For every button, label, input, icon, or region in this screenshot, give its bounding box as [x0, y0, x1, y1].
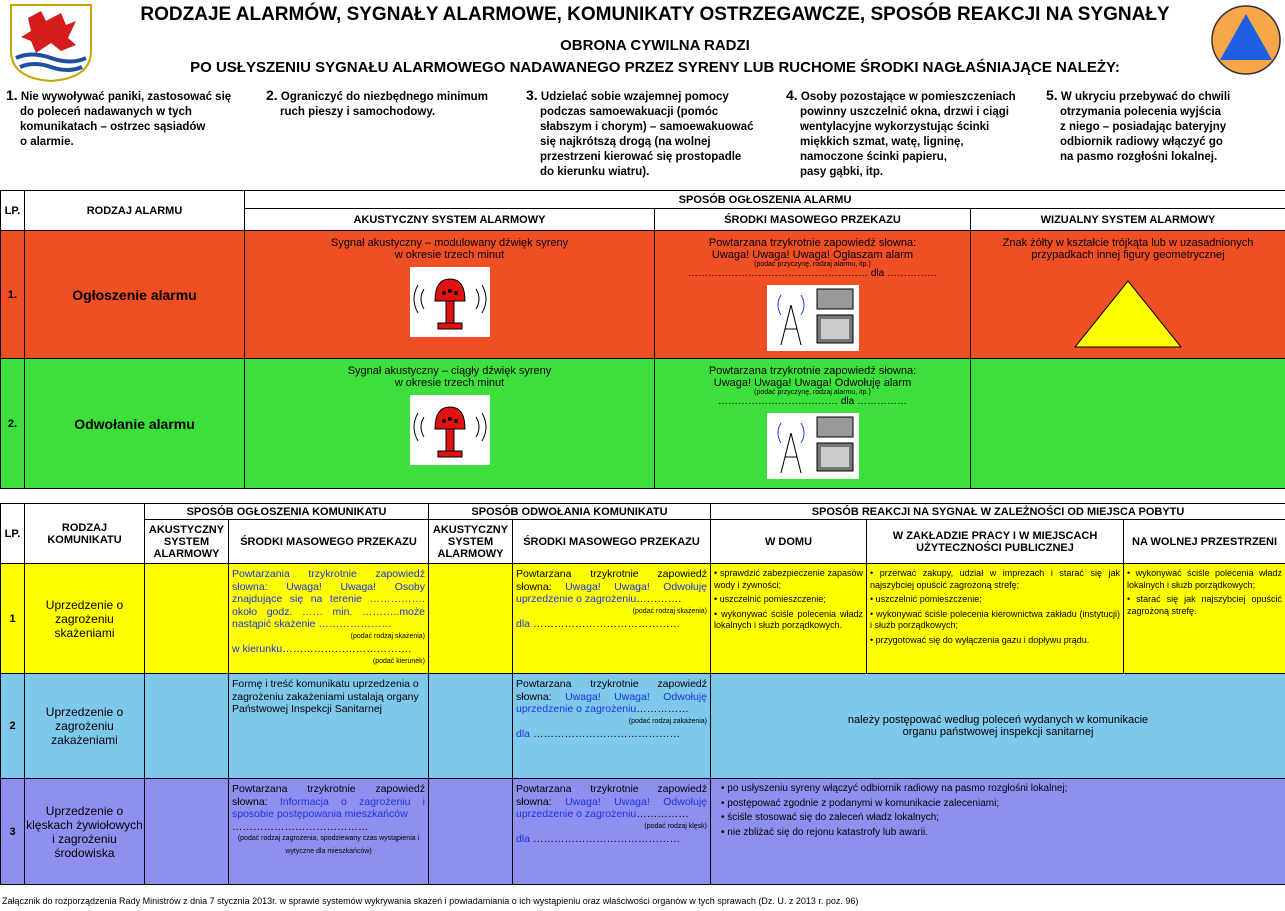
- comm-row-akust-2: [429, 674, 513, 779]
- alarm-row-1: [1, 231, 1285, 359]
- page-title: RODZAJE ALARMÓW, SYGNAŁY ALARMOWE, KOMUNIKATY OSTRZEGAWCZE, SPOSÓB REAKCJI NA SYGNAŁY: [140, 4, 1170, 25]
- footer-note: Załącznik do rozporządzenia Rady Ministrów z dnia 7 stycznia 2013r. w sprawie systemów wykrywania skażeń i powiadamiania o ich wystąpieniu oraz właściwości organów w tych sprawach (Dz. U. z 2013 r. poz. 96): [2, 896, 859, 906]
- comm-row-ogloszenie: Formę i treść komunikatu uprzedzenia o zagrożeniu zakażeniami ustalają organy Państwowej Inspekcji Sanitarnej: [229, 674, 429, 779]
- comm-row-2: [1, 674, 1285, 779]
- comm-row-ogloszenie: Powtarzana trzykrotnie zapowiedź słowna: Informacja o zagrożeniu i sposobie postępowania mieszkańców ………………………………… (podać rodzaj zagrożenia, spodziewany czas wystąpienia i wytyczne dla mieszkańców): [229, 779, 429, 885]
- comm-row-reakcja: • po usłyszeniu syreny włączyć odbiornik radiowy na pasmo rozgłośni lokalnej; • postępować zgodnie z podanymi w komunikacie zaleceniami; • ściśle stosować się do zaleceń władz lokalnych; • nie zbliżać się do rejonu katastrofy lub awarii.: [711, 779, 1285, 885]
- comm-table-header-srodki-1: ŚRODKI MASOWEGO PRZEKAZU: [229, 520, 429, 564]
- alarm-table-header-rodzaj: RODZAJ ALARMU: [25, 191, 245, 231]
- comm-table-header-ogloszenie: SPOSÓB OGŁOSZENIA KOMUNIKATU: [145, 504, 429, 520]
- comm-row-name: Uprzedzenie o zagrożeniu skażeniami: [25, 564, 145, 674]
- comm-table-header-rodzaj: RODZAJ KOMUNIKATU: [25, 504, 145, 564]
- comm-row-odwolanie: Powtarzana trzykrotnie zapowiedź słowna: Uwaga! Uwaga! Odwołuję uprzedzenie o zagrożeniu…………. (podać rodzaj skażenia) dla ……………………………………: [513, 564, 711, 674]
- alarm-row-srodki: Powtarzana trzykrotnie zapowiedź słowna: Uwaga! Uwaga! Uwaga! Ogłaszam alarm (podać przyczynę, rodzaj alarmu, itp.) ……………………………………………… dla ……………: [655, 231, 971, 359]
- comm-row-akust-1: [145, 779, 229, 885]
- radio-tv-tower-icon: [767, 413, 859, 479]
- comm-row-name: Uprzedzenie o klęskach żywiołowych i zagrożeniu środowiska: [25, 779, 145, 885]
- alarm-table-header-srodki: ŚRODKI MASOWEGO PRZEKAZU: [655, 209, 971, 231]
- siren-icon: [410, 395, 490, 465]
- griffin-coat-of-arms-icon: [6, 3, 96, 83]
- comm-row-wolna: • wykonywać ściśle polecenia władz lokalnych i służb porządkowych; • starać się jak najszybciej opuścić zagrożoną strefę.: [1124, 564, 1285, 674]
- alarm-table-header-wizual: WIZUALNY SYSTEM ALARMOWY: [971, 209, 1285, 231]
- comm-row-lp: 1: [1, 564, 25, 674]
- alarm-row-name: Odwołanie alarmu: [25, 359, 245, 489]
- radio-tv-tower-icon: [767, 285, 859, 351]
- comm-row-1: [1, 564, 1285, 674]
- comm-row-odwolanie: Powtarzana trzykrotnie zapowiedź słowna: Uwaga! Uwaga! Odwołuję uprzedzenie o zagrożeniu…………… (podać rodzaj klęsk) dla ……………………………………: [513, 779, 711, 885]
- alarm-row-akust: Sygnał akustyczny – modulowany dźwięk syreny w okresie trzech minut: [245, 231, 655, 359]
- comm-row-akust-1: [145, 674, 229, 779]
- comm-table-header-wolna: NA WOLNEJ PRZESTRZENI: [1124, 520, 1285, 564]
- siren-icon: [410, 267, 490, 337]
- comm-table-header-srodki-2: ŚRODKI MASOWEGO PRZEKAZU: [513, 520, 711, 564]
- comm-row-akust-2: [429, 564, 513, 674]
- advice-item-3: 3. Udzielać sobie wzajemnej pomocy podczas samoewakuacji (pomóc słabszym i chorym) – samoewakuować się najkrótszą drogą (na wolnej przestrzeni kierować się prostopadle do kierunku wiatru).: [526, 87, 754, 178]
- comm-table-header-zaklad: W ZAKŁADZIE PRACY I W MIEJSCACH UŻYTECZNOŚCI PUBLICZNEJ: [867, 520, 1124, 564]
- advice-item-1: 1. Nie wywoływać paniki, zastosować się do poleceń nadawanych w tych komunikatach – ostrzec sąsiadów o alarmie.: [6, 87, 232, 148]
- alarm-row-wizual: [971, 359, 1285, 489]
- alarm-table: [0, 190, 1285, 489]
- comm-table-header-akust-2: AKUSTYCZNY SYSTEM ALARMOWY: [429, 520, 513, 564]
- alarm-table-header-lp: LP.: [1, 191, 25, 231]
- comm-row-name: Uprzedzenie o zagrożeniu zakażeniami: [25, 674, 145, 779]
- alarm-row-lp: 2.: [1, 359, 25, 489]
- yellow-triangle-icon: [1073, 279, 1183, 349]
- comm-row-zaklad: • przerwać zakupy, udział w imprezach i starać się jak najszybciej opuścić zagrożoną strefę; • uszczelnić pomieszczenie; • wykonywać ściśle polecenia kierownictwa zakładu (instytucji) i służb porządkowych; • przygotować się do wyłączenia gazu i dopływu prądu.: [867, 564, 1124, 674]
- advice-item-4: 4. Osoby pozostające w pomieszczeniach powinny uszczelnić okna, drzwi i ciągi wentylacyjne wykorzystując ścinki miękkich szmat, watę, ligninę, namoczone ścinki papieru, pasy gąbki, itp.: [786, 87, 1016, 178]
- comm-table-header-akust-1: AKUSTYCZNY SYSTEM ALARMOWY: [145, 520, 229, 564]
- alarm-row-2: [1, 359, 1285, 489]
- communication-table: [0, 503, 1285, 885]
- alarm-row-srodki: Powtarzana trzykrotnie zapowiedź słowna: Uwaga! Uwaga! Uwaga! Odwołuję alarm (podać przyczynę, rodzaj alarmu, itp.) ……………………………… dla ……………: [655, 359, 971, 489]
- comm-row-reakcja: należy postępować według poleceń wydanych w komunikacie organu państwowej inspekcji sanitarnej: [711, 674, 1285, 779]
- comm-table-header-reakcja: SPOSÓB REAKCJI NA SYGNAŁ W ZALEŻNOŚCI OD MIEJSCA POBYTU: [711, 504, 1285, 520]
- advice-item-5: 5. W ukryciu przebywać do chwili otrzymania polecenia wyjścia z niego – posiadając bateryjny odbiornik radiowy włączyć go na pasmo rozgłośni lokalnej.: [1046, 87, 1231, 163]
- comm-row-dom: • sprawdzić zabezpieczenie zapasów wody i żywności; • uszczelnić pomieszczenie; • wykonywać ściśle polecenia władz lokalnych i służb porządkowych.: [711, 564, 867, 674]
- comm-table-header-dom: W DOMU: [711, 520, 867, 564]
- alarm-row-lp: 1.: [1, 231, 25, 359]
- alarm-row-name: Ogłoszenie alarmu: [25, 231, 245, 359]
- comm-row-lp: 2: [1, 674, 25, 779]
- advice-item-2: 2. Ograniczyć do niezbędnego minimum ruch pieszy i samochodowy.: [266, 87, 488, 118]
- comm-row-akust-2: [429, 779, 513, 885]
- page-subtitle-instruction: PO USŁYSZENIU SYGNAŁU ALARMOWEGO NADAWANEGO PRZEZ SYRENY LUB RUCHOME ŚRODKI NAGŁAŚNIAJĄCE NALEŻY:: [190, 59, 1120, 76]
- comm-table-header-odwolanie: SPOSÓB ODWOŁANIA KOMUNIKATU: [429, 504, 711, 520]
- alarm-row-wizual: Znak żółty w kształcie trójkąta lub w uzasadnionych przypadkach innej figury geometrycznej: [971, 231, 1285, 359]
- alarm-table-header-akust: AKUSTYCZNY SYSTEM ALARMOWY: [245, 209, 655, 231]
- alarm-row-akust: Sygnał akustyczny – ciągły dźwięk syreny w okresie trzech minut: [245, 359, 655, 489]
- alarm-table-header-sposob: SPOSÓB OGŁOSZENIA ALARMU: [245, 191, 1285, 209]
- comm-row-lp: 3: [1, 779, 25, 885]
- comm-row-ogloszenie: Powtarzania trzykrotnie zapowiedź słowna: Uwaga! Uwaga! Osoby znajdujące się na terenie ……………. około godz. …… min. ………..może nastąpić skażenie ………………… (podać rodzaj skażenia) w kierunku………………………………. (podać kierunek): [229, 564, 429, 674]
- civil-defense-triangle-icon: [1210, 4, 1282, 76]
- comm-row-akust-1: [145, 564, 229, 674]
- comm-row-3: [1, 779, 1285, 885]
- comm-table-header-lp: LP.: [1, 504, 25, 564]
- comm-row-odwolanie: Powtarzana trzykrotnie zapowiedź słowna: Uwaga! Uwaga! Odwołuję uprzedzenie o zagrożeniu…………… (podać rodzaj zakażenia) dla ……………………………………: [513, 674, 711, 779]
- page-subtitle: OBRONA CYWILNA RADZI: [560, 37, 750, 54]
